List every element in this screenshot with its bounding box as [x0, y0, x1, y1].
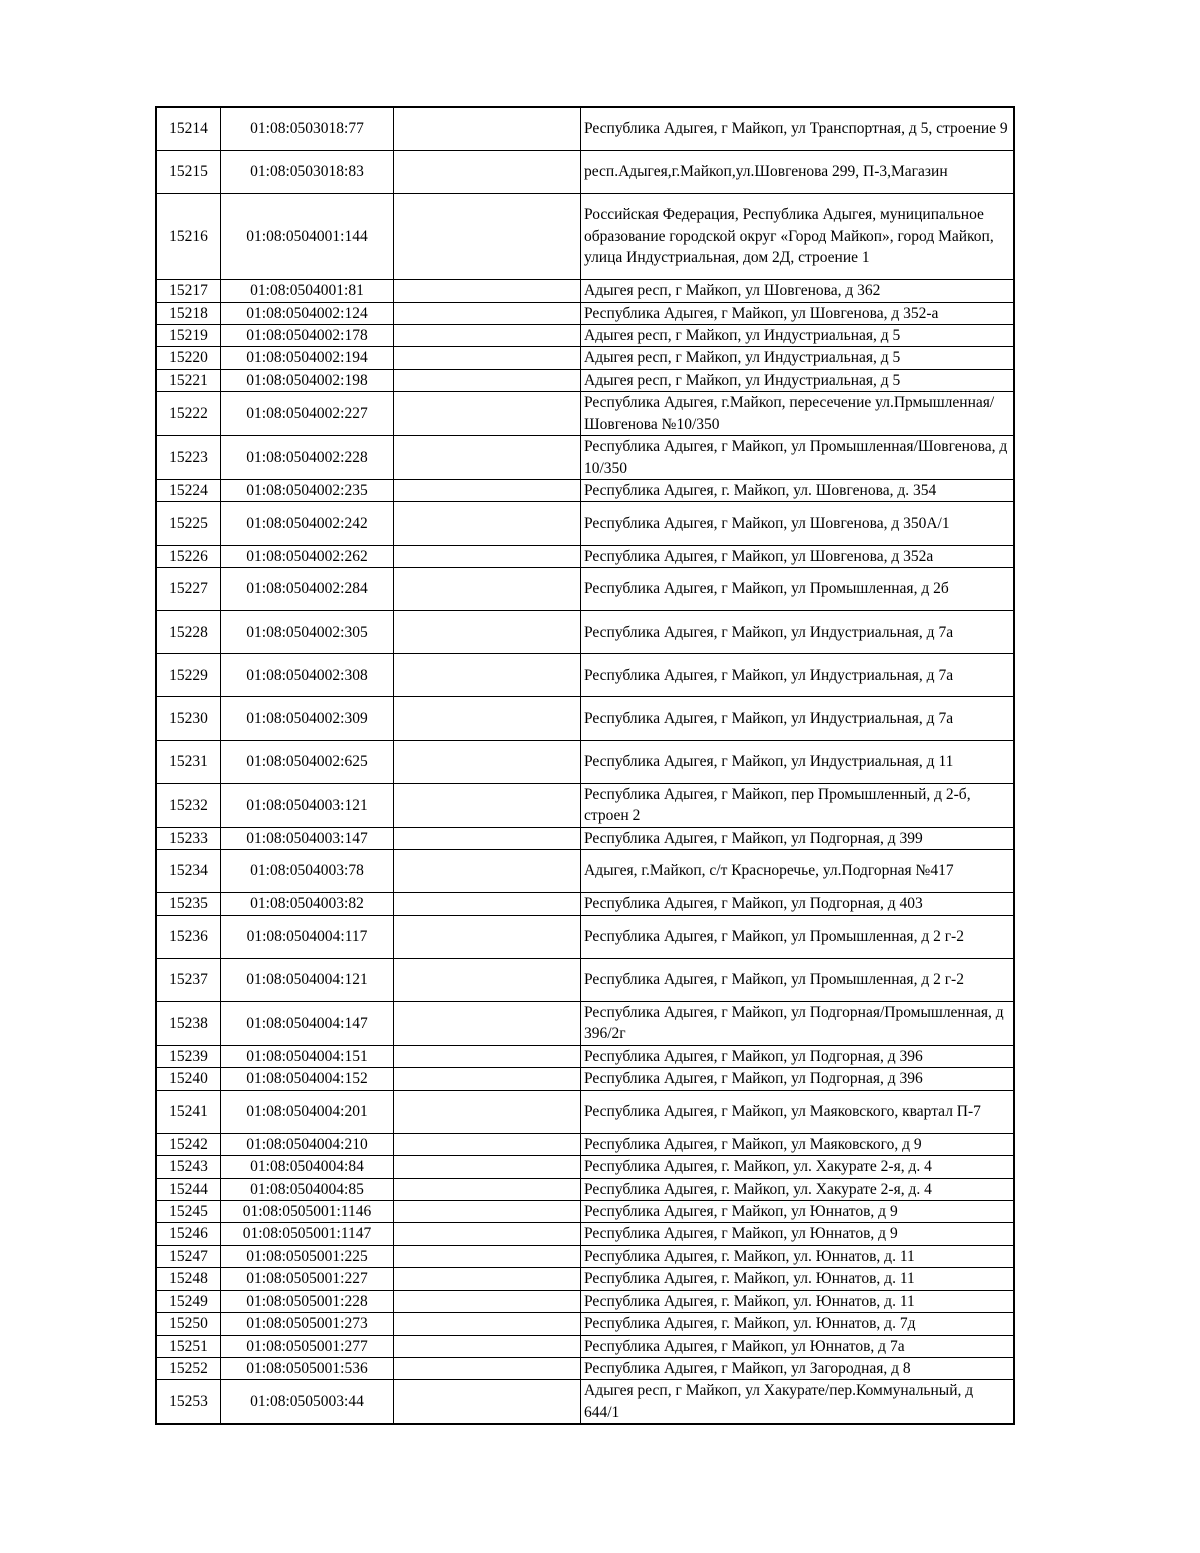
address-cell: Республика Адыгея, г Майкоп, ул Юннатов, д 9 [581, 1201, 1015, 1223]
cadastral-number-cell: 01:08:0505003:44 [221, 1380, 394, 1424]
cadastral-number-cell: 01:08:0504002:198 [221, 369, 394, 391]
cadastral-number-cell: 01:08:0505001:277 [221, 1335, 394, 1357]
cadastral-number-cell: 01:08:0504004:121 [221, 958, 394, 1001]
row-number-cell: 15253 [156, 1380, 221, 1424]
address-cell: Российская Федерация, Республика Адыгея, муниципальное образование городской округ «Город Майкоп», город Майкоп, улица Индустриальная, дом 2Д, строение 1 [581, 193, 1015, 279]
address-cell: Республика Адыгея, г Майкоп, пер Промышленный, д 2-б, строен 2 [581, 783, 1015, 827]
cadastral-number-cell: 01:08:0504004:147 [221, 1002, 394, 1046]
cadastral-number-cell: 01:08:0504003:121 [221, 783, 394, 827]
table-row [156, 1268, 1014, 1290]
address-cell: Республика Адыгея, г Майкоп, ул Шовгенова, д 352а [581, 545, 1015, 567]
row-number-cell: 15222 [156, 392, 221, 436]
row-number-cell: 15220 [156, 347, 221, 369]
note-cell [394, 1290, 581, 1312]
address-cell: Республика Адыгея, г Майкоп, ул Подгорная, д 403 [581, 893, 1015, 915]
row-number-cell: 15241 [156, 1090, 221, 1133]
table-row [156, 915, 1014, 958]
cadastral-number-cell: 01:08:0505001:1147 [221, 1223, 394, 1245]
table-row [156, 1290, 1014, 1312]
table-row [156, 1335, 1014, 1357]
table-row [156, 502, 1014, 545]
registry-table [155, 106, 1015, 1425]
cadastral-number-cell: 01:08:0505001:228 [221, 1290, 394, 1312]
address-cell: Республика Адыгея, г. Майкоп, ул. Хакурате 2-я, д. 4 [581, 1178, 1015, 1200]
note-cell [394, 392, 581, 436]
address-cell: Республика Адыгея, г Майкоп, ул Шовгенова, д 350А/1 [581, 502, 1015, 545]
table-row [156, 850, 1014, 893]
cadastral-number-cell: 01:08:0504002:194 [221, 347, 394, 369]
row-number-cell: 15218 [156, 302, 221, 324]
row-number-cell: 15235 [156, 893, 221, 915]
cadastral-number-cell: 01:08:0503018:83 [221, 150, 394, 193]
note-cell [394, 740, 581, 783]
row-number-cell: 15231 [156, 740, 221, 783]
address-cell: Республика Адыгея, г Майкоп, ул Юннатов, д 9 [581, 1223, 1015, 1245]
note-cell [394, 1201, 581, 1223]
note-cell [394, 1178, 581, 1200]
address-cell: Республика Адыгея, г. Майкоп, ул. Юннатов, д. 11 [581, 1290, 1015, 1312]
row-number-cell: 15227 [156, 567, 221, 610]
row-number-cell: 15217 [156, 280, 221, 302]
note-cell [394, 654, 581, 697]
row-number-cell: 15232 [156, 783, 221, 827]
cadastral-number-cell: 01:08:0505001:536 [221, 1357, 394, 1379]
row-number-cell: 15221 [156, 369, 221, 391]
note-cell [394, 697, 581, 740]
address-cell: Республика Адыгея, г Майкоп, ул Индустриальная, д 7а [581, 697, 1015, 740]
table-row [156, 325, 1014, 347]
address-cell: Адыгея респ, г Майкоп, ул Шовгенова, д 362 [581, 280, 1015, 302]
row-number-cell: 15238 [156, 1002, 221, 1046]
address-cell: Республика Адыгея, г. Майкоп, ул. Юннатов, д. 11 [581, 1245, 1015, 1267]
address-cell: Республика Адыгея, г Майкоп, ул Подгорная/Промышленная, д 396/2г [581, 1002, 1015, 1046]
row-number-cell: 15247 [156, 1245, 221, 1267]
cadastral-number-cell: 01:08:0504002:124 [221, 302, 394, 324]
row-number-cell: 15214 [156, 107, 221, 150]
cadastral-number-cell: 01:08:0505001:227 [221, 1268, 394, 1290]
note-cell [394, 325, 581, 347]
address-cell: Республика Адыгея, г Майкоп, ул Подгорная, д 396 [581, 1045, 1015, 1067]
table-row [156, 611, 1014, 654]
cadastral-number-cell: 01:08:0504004:152 [221, 1068, 394, 1090]
cadastral-number-cell: 01:08:0504002:284 [221, 567, 394, 610]
row-number-cell: 15248 [156, 1268, 221, 1290]
note-cell [394, 479, 581, 501]
row-number-cell: 15229 [156, 654, 221, 697]
table-row [156, 1090, 1014, 1133]
table-row [156, 1045, 1014, 1067]
address-cell: Республика Адыгея, г.Майкоп, пересечение ул.Прмышленная/Шовгенова №10/350 [581, 392, 1015, 436]
cadastral-number-cell: 01:08:0504003:82 [221, 893, 394, 915]
note-cell [394, 347, 581, 369]
row-number-cell: 15245 [156, 1201, 221, 1223]
note-cell [394, 1268, 581, 1290]
table-row [156, 479, 1014, 501]
note-cell [394, 915, 581, 958]
table-row [156, 436, 1014, 480]
row-number-cell: 15224 [156, 479, 221, 501]
row-number-cell: 15228 [156, 611, 221, 654]
table-row [156, 1002, 1014, 1046]
table-row [156, 150, 1014, 193]
table-row [156, 740, 1014, 783]
address-cell: Республика Адыгея, г Майкоп, ул Подгорная, д 396 [581, 1068, 1015, 1090]
table-row [156, 302, 1014, 324]
cadastral-number-cell: 01:08:0504002:309 [221, 697, 394, 740]
address-cell: Республика Адыгея, г. Майкоп, ул. Шовгенова, д. 354 [581, 479, 1015, 501]
cadastral-number-cell: 01:08:0504004:117 [221, 915, 394, 958]
note-cell [394, 502, 581, 545]
note-cell [394, 369, 581, 391]
row-number-cell: 15239 [156, 1045, 221, 1067]
address-cell: Республика Адыгея, г Майкоп, ул Юннатов, д 7а [581, 1335, 1015, 1357]
table-row [156, 654, 1014, 697]
row-number-cell: 15236 [156, 915, 221, 958]
table-row [156, 1068, 1014, 1090]
note-cell [394, 280, 581, 302]
address-cell: Адыгея респ, г Майкоп, ул Индустриальная, д 5 [581, 325, 1015, 347]
table-row [156, 369, 1014, 391]
note-cell [394, 1068, 581, 1090]
cadastral-number-cell: 01:08:0504002:262 [221, 545, 394, 567]
cadastral-number-cell: 01:08:0504004:84 [221, 1156, 394, 1178]
note-cell [394, 1090, 581, 1133]
table-row [156, 1133, 1014, 1155]
cadastral-number-cell: 01:08:0504001:144 [221, 193, 394, 279]
cadastral-number-cell: 01:08:0504002:235 [221, 479, 394, 501]
row-number-cell: 15243 [156, 1156, 221, 1178]
table-row [156, 280, 1014, 302]
row-number-cell: 15250 [156, 1313, 221, 1335]
row-number-cell: 15215 [156, 150, 221, 193]
cadastral-number-cell: 01:08:0504003:147 [221, 827, 394, 849]
cadastral-number-cell: 01:08:0505001:273 [221, 1313, 394, 1335]
note-cell [394, 1133, 581, 1155]
table-row [156, 392, 1014, 436]
table-row [156, 1245, 1014, 1267]
address-cell: Республика Адыгея, г Майкоп, ул Индустриальная, д 7а [581, 611, 1015, 654]
address-cell: Республика Адыгея, г Майкоп, ул Шовгенова, д 352-а [581, 302, 1015, 324]
cadastral-number-cell: 01:08:0504002:625 [221, 740, 394, 783]
note-cell [394, 611, 581, 654]
table-row [156, 1223, 1014, 1245]
note-cell [394, 1223, 581, 1245]
table-row [156, 107, 1014, 150]
table-row [156, 347, 1014, 369]
row-number-cell: 15237 [156, 958, 221, 1001]
note-cell [394, 783, 581, 827]
registry-table-body [156, 107, 1014, 1424]
row-number-cell: 15226 [156, 545, 221, 567]
note-cell [394, 302, 581, 324]
address-cell: респ.Адыгея,г.Майкоп,ул.Шовгенова 299, П-3,Магазин [581, 150, 1015, 193]
note-cell [394, 567, 581, 610]
note-cell [394, 1045, 581, 1067]
note-cell [394, 436, 581, 480]
note-cell [394, 193, 581, 279]
row-number-cell: 15246 [156, 1223, 221, 1245]
table-row [156, 827, 1014, 849]
address-cell: Республика Адыгея, г Майкоп, ул Подгорная, д 399 [581, 827, 1015, 849]
cadastral-number-cell: 01:08:0504002:305 [221, 611, 394, 654]
row-number-cell: 15216 [156, 193, 221, 279]
cadastral-number-cell: 01:08:0503018:77 [221, 107, 394, 150]
row-number-cell: 15234 [156, 850, 221, 893]
table-row [156, 1201, 1014, 1223]
address-cell: Республика Адыгея, г Майкоп, ул Маяковского, д 9 [581, 1133, 1015, 1155]
table-row [156, 1178, 1014, 1200]
address-cell: Адыгея респ, г Майкоп, ул Индустриальная, д 5 [581, 369, 1015, 391]
address-cell: Республика Адыгея, г Майкоп, ул Индустриальная, д 7а [581, 654, 1015, 697]
address-cell: Республика Адыгея, г. Майкоп, ул. Юннатов, д. 11 [581, 1268, 1015, 1290]
note-cell [394, 958, 581, 1001]
cadastral-number-cell: 01:08:0504003:78 [221, 850, 394, 893]
note-cell [394, 545, 581, 567]
address-cell: Республика Адыгея, г Майкоп, ул Маяковского, квартал П-7 [581, 1090, 1015, 1133]
cadastral-number-cell: 01:08:0504004:201 [221, 1090, 394, 1133]
row-number-cell: 15244 [156, 1178, 221, 1200]
row-number-cell: 15223 [156, 436, 221, 480]
cadastral-number-cell: 01:08:0504002:308 [221, 654, 394, 697]
note-cell [394, 1380, 581, 1424]
table-row [156, 783, 1014, 827]
note-cell [394, 850, 581, 893]
address-cell: Республика Адыгея, г. Майкоп, ул. Юннатов, д. 7д [581, 1313, 1015, 1335]
table-row [156, 193, 1014, 279]
table-row [156, 1156, 1014, 1178]
note-cell [394, 1335, 581, 1357]
row-number-cell: 15225 [156, 502, 221, 545]
address-cell: Республика Адыгея, г Майкоп, ул Промышленная/Шовгенова, д 10/350 [581, 436, 1015, 480]
cadastral-number-cell: 01:08:0504002:228 [221, 436, 394, 480]
cadastral-number-cell: 01:08:0505001:1146 [221, 1201, 394, 1223]
note-cell [394, 1156, 581, 1178]
cadastral-number-cell: 01:08:0504004:151 [221, 1045, 394, 1067]
note-cell [394, 1357, 581, 1379]
note-cell [394, 1002, 581, 1046]
address-cell: Республика Адыгея, г. Майкоп, ул. Хакурате 2-я, д. 4 [581, 1156, 1015, 1178]
note-cell [394, 893, 581, 915]
address-cell: Адыгея, г.Майкоп, с/т Красноречье, ул.Подгорная №417 [581, 850, 1015, 893]
cadastral-number-cell: 01:08:0504001:81 [221, 280, 394, 302]
address-cell: Республика Адыгея, г Майкоп, ул Промышленная, д 2 г-2 [581, 915, 1015, 958]
row-number-cell: 15233 [156, 827, 221, 849]
cadastral-number-cell: 01:08:0505001:225 [221, 1245, 394, 1267]
table-row [156, 545, 1014, 567]
table-row [156, 697, 1014, 740]
cadastral-number-cell: 01:08:0504004:210 [221, 1133, 394, 1155]
table-row [156, 958, 1014, 1001]
address-cell: Адыгея респ, г Майкоп, ул Индустриальная, д 5 [581, 347, 1015, 369]
note-cell [394, 827, 581, 849]
address-cell: Республика Адыгея, г Майкоп, ул Загородная, д 8 [581, 1357, 1015, 1379]
cadastral-number-cell: 01:08:0504002:242 [221, 502, 394, 545]
row-number-cell: 15219 [156, 325, 221, 347]
cadastral-number-cell: 01:08:0504002:227 [221, 392, 394, 436]
row-number-cell: 15230 [156, 697, 221, 740]
cadastral-number-cell: 01:08:0504004:85 [221, 1178, 394, 1200]
address-cell: Республика Адыгея, г Майкоп, ул Промышленная, д 2 г-2 [581, 958, 1015, 1001]
address-cell: Республика Адыгея, г Майкоп, ул Индустриальная, д 11 [581, 740, 1015, 783]
note-cell [394, 1245, 581, 1267]
row-number-cell: 15251 [156, 1335, 221, 1357]
row-number-cell: 15240 [156, 1068, 221, 1090]
table-row [156, 1313, 1014, 1335]
address-cell: Адыгея респ, г Майкоп, ул Хакурате/пер.Коммунальный, д 644/1 [581, 1380, 1015, 1424]
table-row [156, 567, 1014, 610]
table-row [156, 893, 1014, 915]
table-row [156, 1380, 1014, 1424]
note-cell [394, 150, 581, 193]
table-row [156, 1357, 1014, 1379]
cadastral-number-cell: 01:08:0504002:178 [221, 325, 394, 347]
address-cell: Республика Адыгея, г Майкоп, ул Транспортная, д 5, строение 9 [581, 107, 1015, 150]
note-cell [394, 1313, 581, 1335]
address-cell: Республика Адыгея, г Майкоп, ул Промышленная, д 2б [581, 567, 1015, 610]
note-cell [394, 107, 581, 150]
row-number-cell: 15242 [156, 1133, 221, 1155]
row-number-cell: 15252 [156, 1357, 221, 1379]
row-number-cell: 15249 [156, 1290, 221, 1312]
